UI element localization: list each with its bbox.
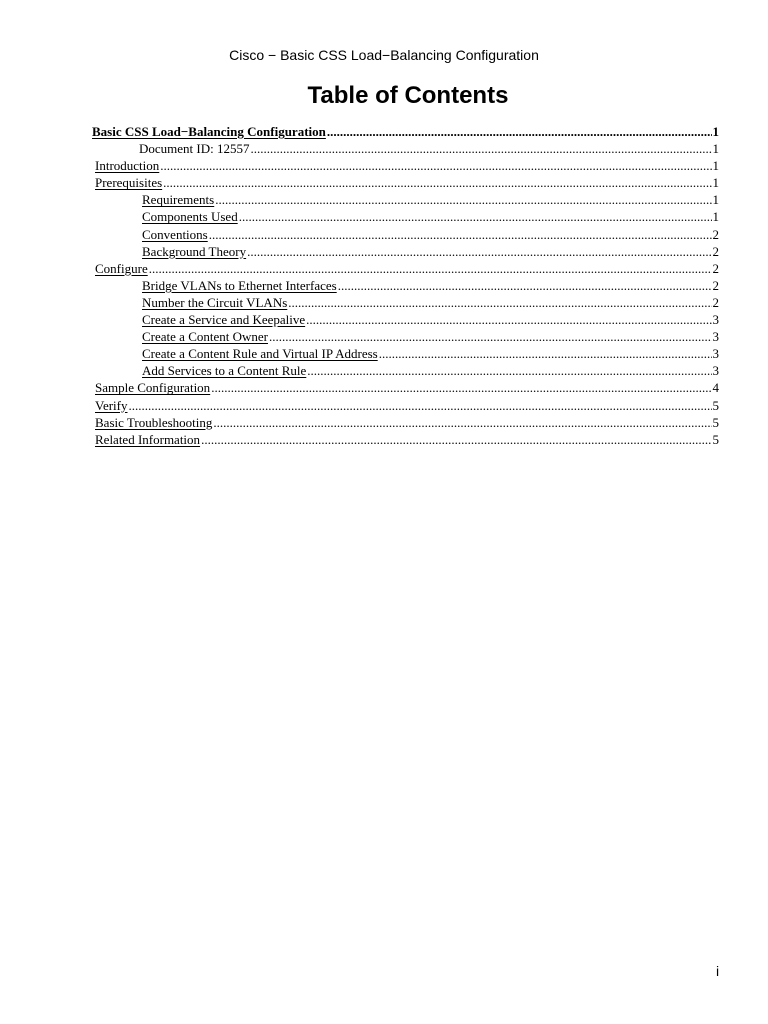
running-header: Cisco − Basic CSS Load−Balancing Configuration xyxy=(229,47,539,63)
toc-entry-label[interactable]: Basic Troubleshooting xyxy=(95,414,213,430)
toc-entry-create-content-owner[interactable] xyxy=(92,328,719,345)
toc-dot-leader xyxy=(129,397,712,414)
toc-dot-leader xyxy=(306,311,711,328)
toc-entry-document-id xyxy=(92,140,719,157)
toc-dot-leader xyxy=(209,226,712,243)
toc-entry-label[interactable]: Create a Content Rule and Virtual IP Address xyxy=(142,346,378,362)
toc-dot-leader xyxy=(247,243,711,260)
toc-page-number: 2 xyxy=(712,260,719,276)
toc-entry-sample-configuration[interactable] xyxy=(92,379,719,396)
toc-entry-label[interactable]: Conventions xyxy=(142,226,208,242)
toc-entry-label[interactable]: Verify xyxy=(95,397,128,413)
toc-dot-leader xyxy=(307,362,711,379)
toc-entry-create-content-rule-vip[interactable] xyxy=(92,345,719,362)
toc-dot-leader xyxy=(288,294,711,311)
toc-entry-create-service-keepalive[interactable] xyxy=(92,311,719,328)
toc-page-number: 1 xyxy=(712,141,719,157)
toc-dot-leader xyxy=(239,208,712,225)
toc-entry-label[interactable]: Related Information xyxy=(95,431,201,447)
toc-entry-label: Document ID: 12557 xyxy=(139,141,250,157)
toc-page-number: 5 xyxy=(712,431,719,447)
toc-entry-label[interactable]: Prerequisites xyxy=(95,175,163,191)
toc-entry-basic-css-load-balancing-configuration[interactable] xyxy=(92,123,719,140)
toc-entry-components-used[interactable] xyxy=(92,208,719,225)
toc-page-number: 1 xyxy=(712,124,719,139)
toc-entry-label[interactable]: Sample Configuration xyxy=(95,380,211,396)
toc-dot-leader xyxy=(163,174,711,191)
toc-entry-requirements[interactable] xyxy=(92,191,719,208)
toc-dot-leader xyxy=(338,277,712,294)
toc-entry-label[interactable]: Configure xyxy=(95,260,148,276)
toc-dot-leader xyxy=(215,191,711,208)
toc-page-number: 3 xyxy=(712,312,719,328)
toc-page-number: 2 xyxy=(712,277,719,293)
toc-page-number: 2 xyxy=(712,226,719,242)
table-of-contents xyxy=(92,123,719,448)
toc-dot-leader xyxy=(149,260,712,277)
toc-entry-label[interactable]: Create a Service and Keepalive xyxy=(142,312,306,328)
toc-entry-related-information[interactable] xyxy=(92,431,719,448)
toc-page-number: 1 xyxy=(712,209,719,225)
toc-entry-bridge-vlans[interactable] xyxy=(92,277,719,294)
toc-dot-leader xyxy=(160,157,711,174)
toc-page-number: 3 xyxy=(712,329,719,345)
toc-page-number: 3 xyxy=(712,363,719,379)
toc-entry-introduction[interactable] xyxy=(92,157,719,174)
toc-dot-leader xyxy=(250,140,711,157)
toc-page-number: 4 xyxy=(712,380,719,396)
toc-entry-label[interactable]: Background Theory xyxy=(142,243,247,259)
toc-entry-basic-troubleshooting[interactable] xyxy=(92,414,719,431)
toc-entry-number-circuit-vlans[interactable] xyxy=(92,294,719,311)
toc-page-number: 1 xyxy=(712,158,719,174)
toc-entry-label[interactable]: Add Services to a Content Rule xyxy=(142,363,307,379)
toc-entry-label[interactable]: Create a Content Owner xyxy=(142,329,268,345)
toc-page-number: 2 xyxy=(712,294,719,310)
toc-dot-leader xyxy=(269,328,712,345)
toc-entry-conventions[interactable] xyxy=(92,226,719,243)
toc-entry-background-theory[interactable] xyxy=(92,243,719,260)
toc-page-number: 1 xyxy=(712,175,719,191)
toc-entry-label[interactable]: Requirements xyxy=(142,192,215,208)
toc-entry-label[interactable]: Number the Circuit VLANs xyxy=(142,294,288,310)
toc-entry-verify[interactable] xyxy=(92,397,719,414)
toc-entry-prerequisites[interactable] xyxy=(92,174,719,191)
toc-dot-leader xyxy=(213,414,711,431)
footer-page-number: i xyxy=(716,963,720,979)
toc-dot-leader xyxy=(211,379,711,396)
toc-page-number: 5 xyxy=(712,397,719,413)
toc-dot-leader xyxy=(327,123,712,140)
toc-entry-configure[interactable] xyxy=(92,260,719,277)
toc-entry-label[interactable]: Components Used xyxy=(142,209,238,225)
toc-title: Table of Contents xyxy=(307,82,509,109)
toc-entry-label[interactable]: Basic CSS Load−Balancing Configuration xyxy=(92,124,326,139)
toc-page-number: 3 xyxy=(712,346,719,362)
toc-page-number: 5 xyxy=(712,414,719,430)
toc-entry-label[interactable]: Bridge VLANs to Ethernet Interfaces xyxy=(142,277,337,293)
toc-page-number: 2 xyxy=(712,243,719,259)
toc-entry-label[interactable]: Introduction xyxy=(95,158,160,174)
toc-entry-add-services-content-rule[interactable] xyxy=(92,362,719,379)
toc-page-number: 1 xyxy=(712,192,719,208)
toc-dot-leader xyxy=(201,431,711,448)
toc-dot-leader xyxy=(379,345,712,362)
